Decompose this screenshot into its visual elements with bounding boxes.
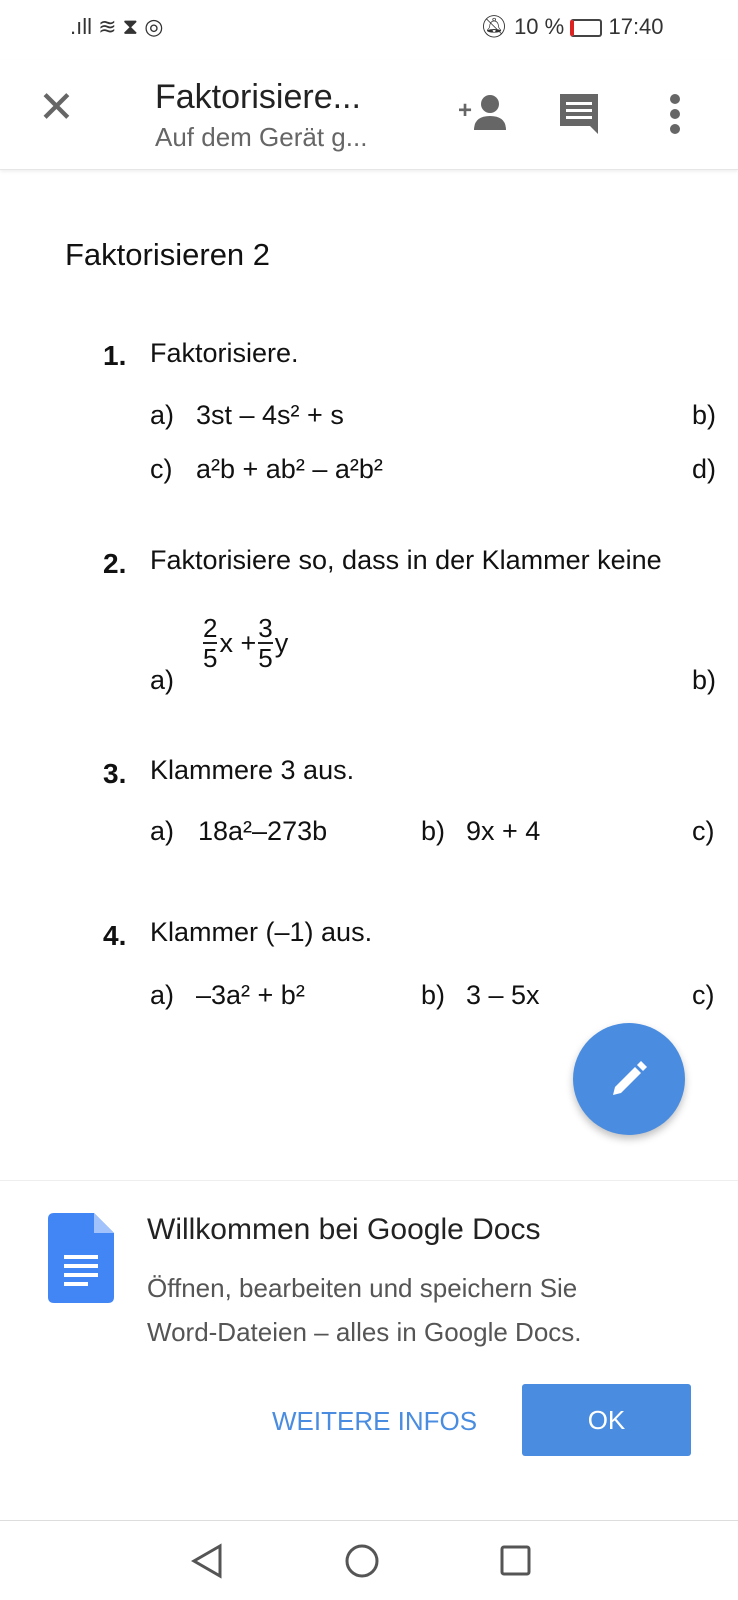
- task-number: 4.: [103, 920, 127, 951]
- toolbar: [0, 60, 738, 170]
- denominator: 5: [203, 643, 218, 673]
- item-label: a): [150, 816, 175, 846]
- more-icon[interactable]: [670, 94, 680, 134]
- doc-heading: Faktorisieren 2: [65, 237, 271, 272]
- comment-icon[interactable]: [558, 92, 600, 134]
- item-label: a): [150, 980, 175, 1010]
- task-number: 2.: [103, 548, 127, 579]
- numerator: 2: [203, 613, 218, 643]
- item-label: b): [692, 665, 717, 695]
- item-label: b): [421, 980, 446, 1010]
- ok-button[interactable]: OK: [522, 1384, 691, 1456]
- term: y: [274, 627, 289, 658]
- item-expr: –3a² + b²: [196, 980, 305, 1010]
- item-label: b): [421, 816, 446, 846]
- welcome-banner: [0, 1180, 738, 1520]
- item-label: c): [692, 980, 715, 1010]
- task-text: Klammer (–1) aus.: [150, 917, 373, 947]
- item-label: a): [150, 400, 175, 430]
- banner-body-line2: Word-Dateien – alles in Google Docs.: [147, 1317, 582, 1347]
- recents-icon[interactable]: [500, 1545, 532, 1577]
- term: x +: [219, 627, 257, 658]
- task-number: 1.: [103, 340, 127, 371]
- task-text: Klammere 3 aus.: [150, 755, 355, 785]
- battery-icon: [570, 19, 602, 37]
- add-person-icon[interactable]: [458, 92, 508, 132]
- status-right: 🔕︎ 10 % 17:40: [480, 14, 664, 39]
- item-label: c): [150, 454, 173, 484]
- edit-button[interactable]: [573, 1023, 685, 1135]
- more-info-button[interactable]: WEITERE INFOS: [272, 1406, 478, 1436]
- item-label: d): [692, 454, 717, 484]
- status-icons: .ıll ≋ ⧗ ◎: [70, 14, 164, 39]
- item-expr: a²b + ab² – a²b²: [196, 454, 383, 484]
- doc-subtitle: Auf dem Gerät g...: [155, 122, 368, 152]
- item-expr: 9x + 4: [466, 816, 541, 846]
- item-expr: 3 – 5x: [466, 980, 540, 1010]
- item-expr: 18a²–273b: [198, 816, 328, 846]
- system-nav-bar: [0, 1520, 738, 1600]
- google-docs-icon: [48, 1213, 114, 1303]
- task-text: Faktorisiere so, dass in der Klammer keine: [150, 545, 662, 575]
- item-expr: 3st – 4s² + s: [196, 400, 344, 430]
- item-label: b): [692, 400, 717, 430]
- item-label: a): [150, 665, 175, 695]
- fraction-expression: [203, 614, 288, 672]
- numerator: 3: [258, 613, 273, 643]
- banner-title: Willkommen bei Google Docs: [147, 1213, 541, 1246]
- close-icon[interactable]: ✕: [38, 83, 75, 132]
- pencil-icon: [609, 1059, 649, 1099]
- svg-text:+: +: [458, 97, 473, 124]
- home-icon[interactable]: [344, 1543, 380, 1579]
- task-number: 3.: [103, 758, 127, 789]
- back-icon[interactable]: [190, 1543, 224, 1579]
- doc-title: Faktorisiere...: [155, 78, 361, 116]
- banner-body-line1: Öffnen, bearbeiten und speichern Sie: [147, 1273, 578, 1303]
- task-text: Faktorisiere.: [150, 338, 299, 368]
- item-label: c): [692, 816, 715, 846]
- denominator: 5: [258, 643, 273, 673]
- mute-icon: 🔕︎: [480, 14, 508, 39]
